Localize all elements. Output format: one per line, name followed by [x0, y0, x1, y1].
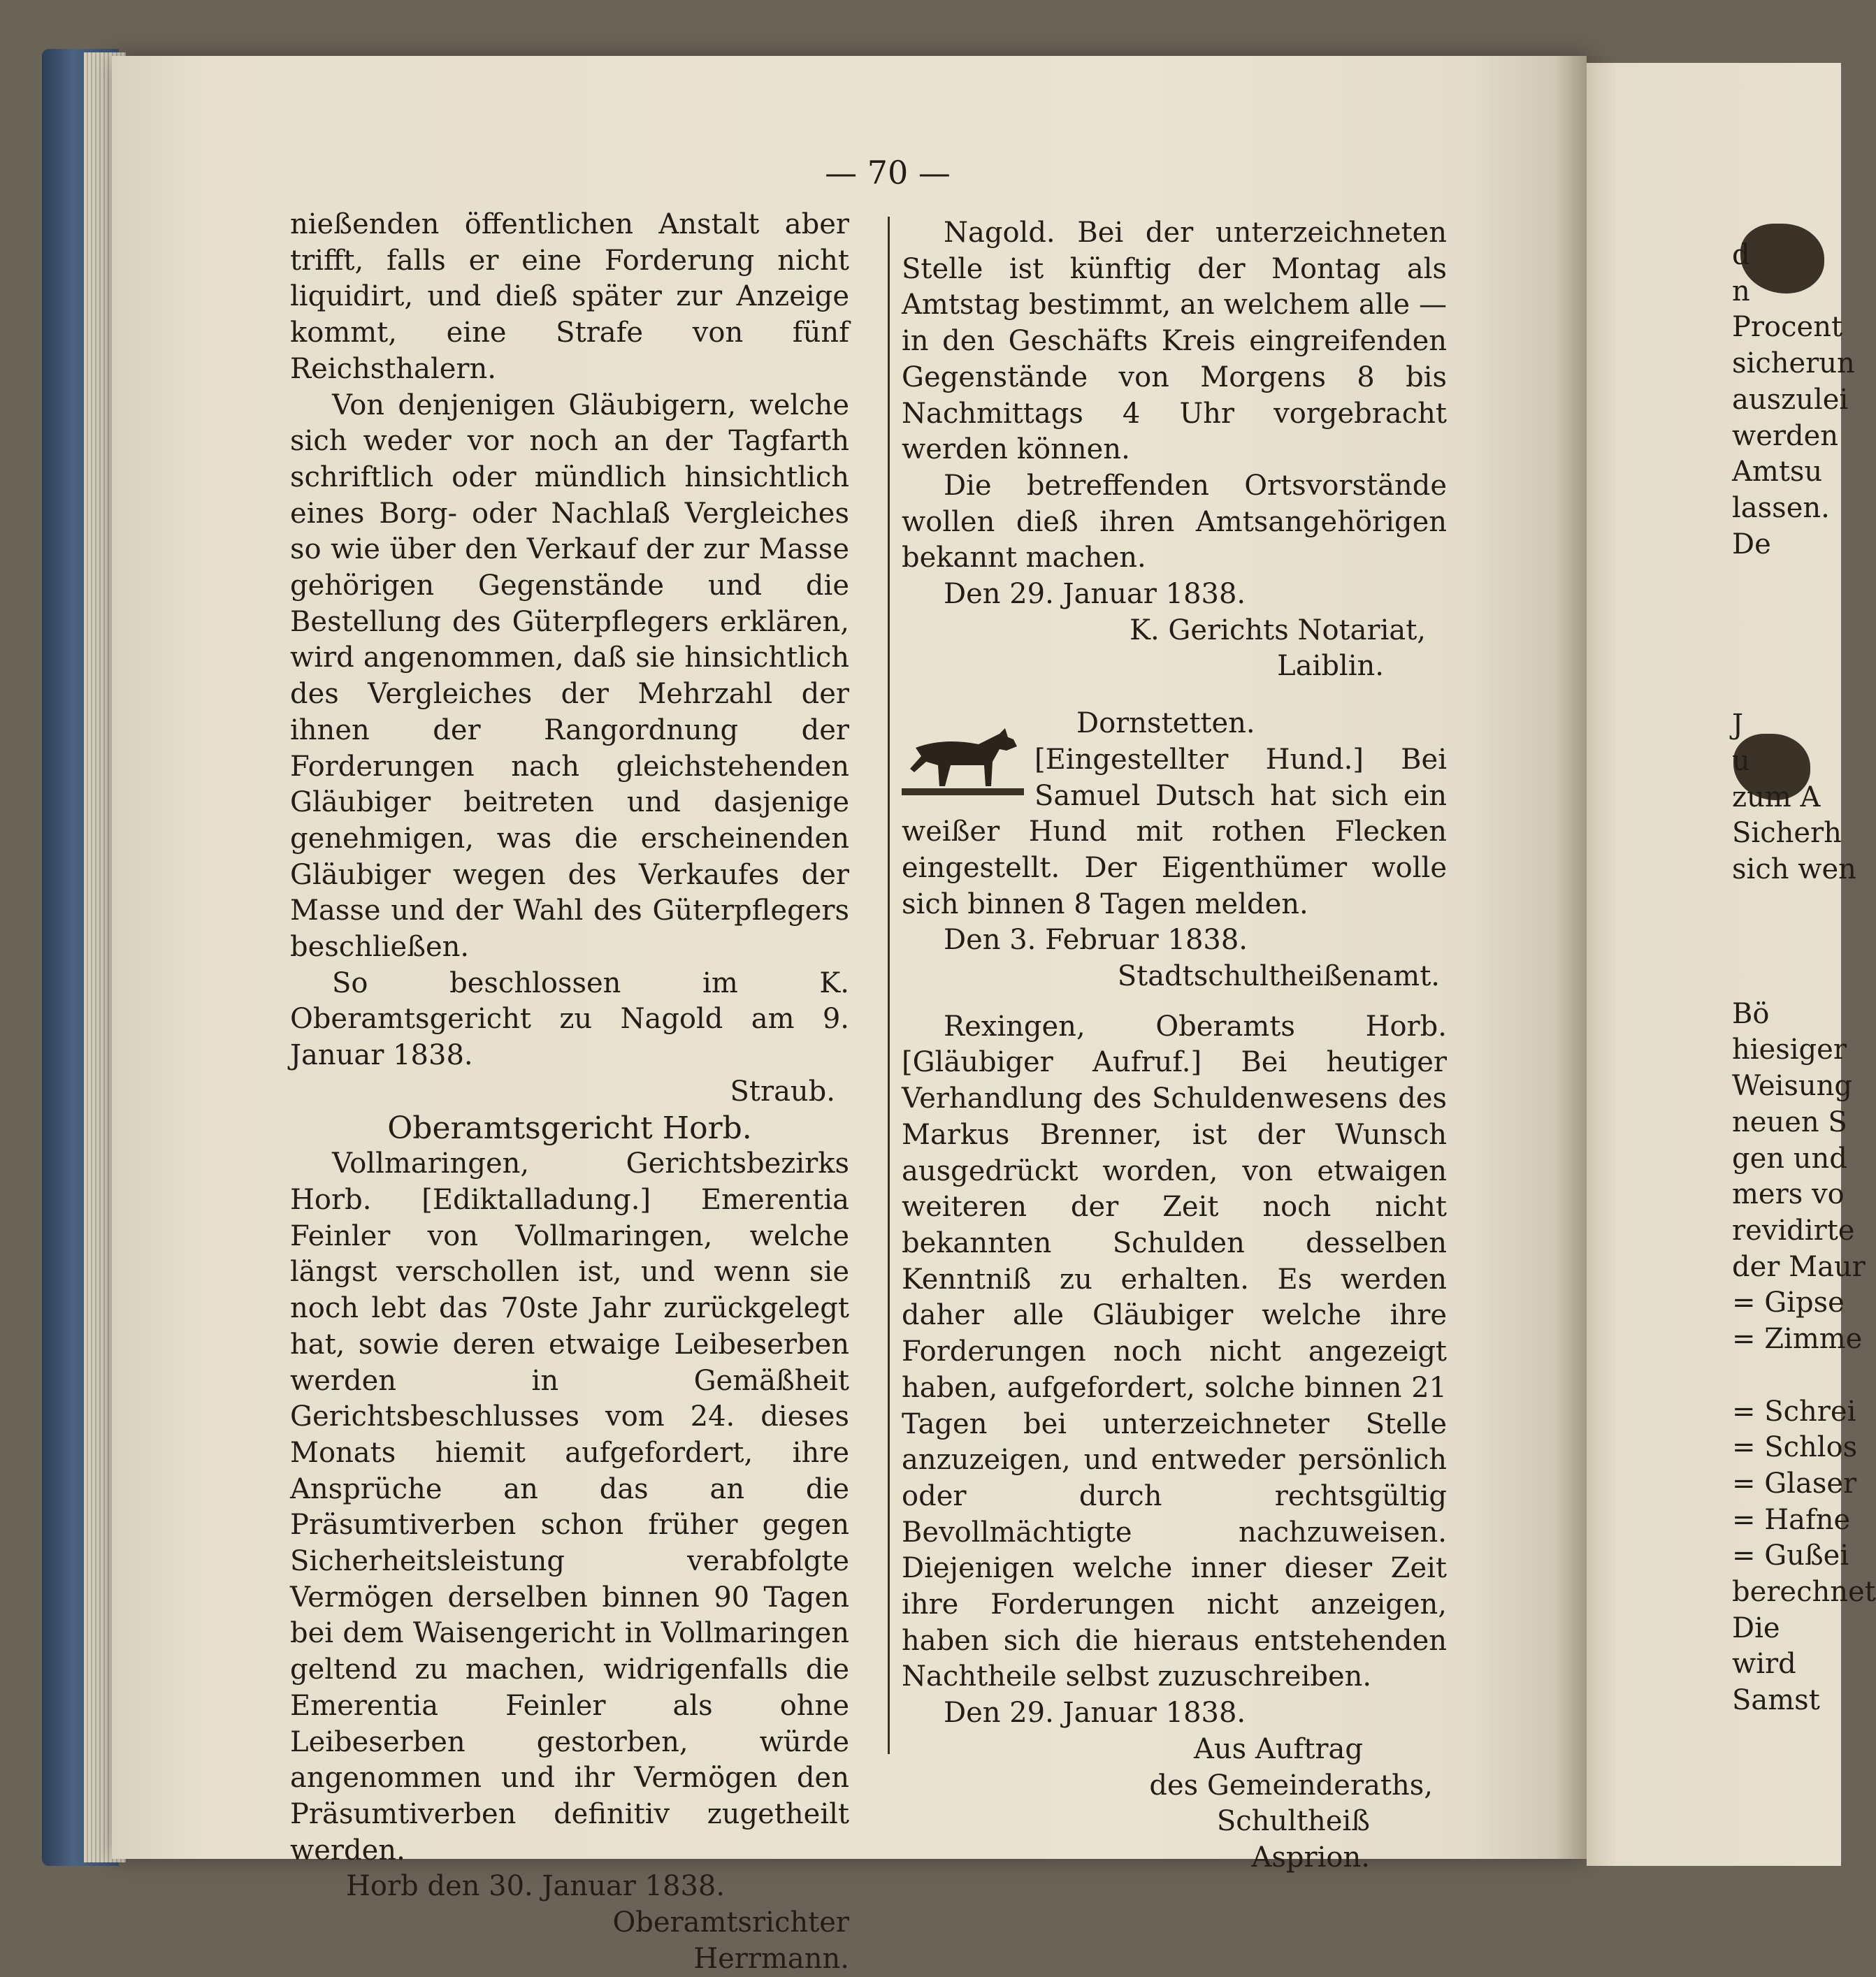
dog-icon	[902, 706, 1024, 804]
page-number: — 70 —	[825, 154, 951, 191]
cropped-line: gen und	[1732, 1142, 1847, 1175]
cropped-line: = Gipse	[1732, 1287, 1845, 1319]
signature: Laiblin.	[1277, 650, 1384, 683]
cropped-line: lassen.	[1732, 491, 1830, 524]
cropped-line	[1732, 1358, 1844, 1394]
paragraph: Dornstetten. [Eingestellter Hund.] Bei Samuel Dutsch hat sich ein weißer Hund mit rothen Flecken eingestellt. Der Eigenthümer wolle sich binnen 8 Tagen melden.	[902, 707, 1447, 920]
dog-woodcut	[902, 706, 1034, 814]
date-line: Horb den 30. Januar 1838.	[346, 1870, 726, 1903]
cropped-line: mers vo	[1732, 1178, 1845, 1211]
cropped-line: zum A	[1732, 781, 1821, 813]
cropped-line: = Schlos	[1732, 1431, 1858, 1464]
cropped-line	[1732, 563, 1844, 599]
cropped-line	[1732, 671, 1844, 707]
cropped-line: Weisung	[1732, 1070, 1852, 1103]
right-column-cropped	[1732, 238, 1876, 1719]
section-heading: Oberamtsgericht Horb.	[387, 1110, 752, 1146]
column-rule	[888, 217, 890, 1754]
cropped-line: = Zimme	[1732, 1323, 1863, 1356]
signature: Stadtschultheißenamt.	[1117, 960, 1440, 993]
cropped-line: J	[1732, 709, 1744, 741]
date-line: Den 29. Januar 1838.	[944, 1697, 1246, 1730]
cropped-line: n	[1732, 275, 1750, 307]
cropped-line: = Schrei	[1732, 1395, 1856, 1428]
paragraph: nießenden öffentlichen Anstalt aber trifft, falls er eine Forderung nicht liquidirt, und dieß später zur Anzeige kommt, eine Strafe von fünf Reichsthalern.	[290, 208, 849, 385]
cropped-line: revidirte	[1732, 1214, 1855, 1247]
signature: des Gemeinderaths,	[1149, 1769, 1433, 1802]
cropped-line	[1732, 960, 1844, 997]
cropped-line: Samst	[1732, 1684, 1820, 1717]
date-line: Den 29. Januar 1838.	[944, 578, 1246, 611]
cropped-line	[1732, 888, 1844, 925]
cropped-line: der Maur	[1732, 1250, 1866, 1283]
cropped-line: u	[1732, 744, 1750, 777]
middle-column	[902, 215, 1447, 1876]
paragraph: Die betreffenden Ortsvorstände wollen dieß ihren Amtsangehörigen bekannt machen.	[902, 469, 1447, 574]
cropped-line	[1732, 924, 1844, 960]
left-column	[290, 207, 849, 1977]
cropped-line	[1732, 635, 1844, 672]
cropped-line: Sicherh	[1732, 817, 1842, 850]
signature: K. Gerichts Notariat,	[1130, 614, 1426, 646]
cropped-line: Die	[1732, 1612, 1780, 1644]
cropped-line: Amtsu	[1732, 456, 1823, 488]
paragraph: So beschlossen im K. Oberamtsgericht zu Nagold am 9. Januar 1838.	[290, 966, 849, 1072]
signature: Oberamtsrichter	[612, 1906, 849, 1939]
paragraph: Vollmaringen, Gerichtsbezirks Horb. [Ediktalladung.] Emerentia Feinler von Vollmaringen, welche längst verschollen ist, und wenn sie noch lebt das 70ste Jahr zurückgelegt hat, sowie deren etwaige Leibeserben werden in Gemäßheit Gerichtsbeschlusses vom 24. dieses Monats hiemit aufgefordert, ihre Ansprüche an das an die Präsumtiverben schon früher gegen Sicherheitsleistung verabfolgte Vermögen derselben binnen 90 Tagen bei dem Waisengericht in Vollmaringen geltend zu machen, widrigenfalls die Emerentia Feinler als ohne Leibeserben gestorben, würde angenommen und ihr Vermögen den Präsumtiverben definitiv zugetheilt werden.	[290, 1147, 849, 1867]
paragraph: Rexingen, Oberamts Horb. [Gläubiger Aufruf.] Bei heutiger Verhandlung des Schuldenwesens des Markus Brenner, ist der Wunsch ausgedrückt worden, von etwaigen weiteren der Zeit noch nicht bekannten Schulden desselben Kenntniß zu erhalten. Es werden daher alle Gläubiger welche ihre Forderungen noch nicht angezeigt haben, aufgefordert, solche binnen 21 Tagen bei unterzeichneter Stelle anzuzeigen, und entweder persönlich oder durch rechtsgültig Bevollmächtigte nachzuweisen. Diejenigen welche inner dieser Zeit ihre Forderungen nicht anzeigen, haben sich die hieraus entstehenden Nachtheile selbst zuzuschreiben.	[902, 1010, 1447, 1693]
notice-dornstetten	[902, 706, 1447, 922]
cropped-line: wird	[1732, 1648, 1796, 1681]
cropped-line: sich wen	[1732, 853, 1856, 885]
signature: Aus Auftrag	[1194, 1732, 1363, 1765]
cropped-line: hiesiger	[1732, 1034, 1847, 1066]
cropped-line: = Hafne	[1732, 1503, 1851, 1536]
cropped-line: auszulei	[1732, 383, 1849, 416]
cropped-line: De	[1732, 528, 1771, 560]
cropped-line: Procent	[1732, 311, 1843, 344]
signature: Schultheiß	[1216, 1805, 1370, 1838]
signature: Asprion.	[1251, 1841, 1370, 1874]
cropped-line: werden	[1732, 419, 1839, 452]
date-line: Den 3. Februar 1838.	[944, 924, 1248, 957]
paragraph: Von denjenigen Gläubigern, welche sich weder vor noch an der Tagfarth schriftlich oder mündlich hinsichtlich eines Borg- oder Nachlaß Vergleiches so wie über den Verkauf der zur Masse gehörigen Gegenstände und die Bestellung des Güterpflegers erklären, wird angenommen, daß sie hinsichtlich des Vergleiches der Mehrzahl der ihnen der Rangordnung der Forderungen nach gleichstehenden Gläubiger beitreten und dasjenige genehmigen, was die erscheinenden Gläubiger wegen des Verkaufes der Masse und der Wahl des Güterpflegers beschließen.	[290, 389, 849, 964]
cropped-line: = Gußei	[1732, 1540, 1849, 1572]
cropped-line: Bö	[1732, 997, 1770, 1030]
paragraph: Nagold. Bei der unterzeichneten Stelle ist künftig der Montag als Amtstag bestimmt, an welchem alle — in den Geschäfts Kreis eingreifenden Gegenstände von Morgens 8 bis Nachmittags 4 Uhr vorgebracht werden können.	[902, 217, 1447, 466]
signature: Straub.	[730, 1075, 835, 1108]
signature: Herrmann.	[693, 1942, 849, 1975]
cropped-line: = Glaser	[1732, 1467, 1857, 1500]
cropped-line	[1732, 599, 1844, 635]
cropped-line: d	[1732, 239, 1750, 271]
cropped-line: berechnet	[1732, 1576, 1876, 1609]
cropped-line: neuen S	[1732, 1106, 1847, 1138]
cropped-line: sicherun	[1732, 347, 1855, 380]
